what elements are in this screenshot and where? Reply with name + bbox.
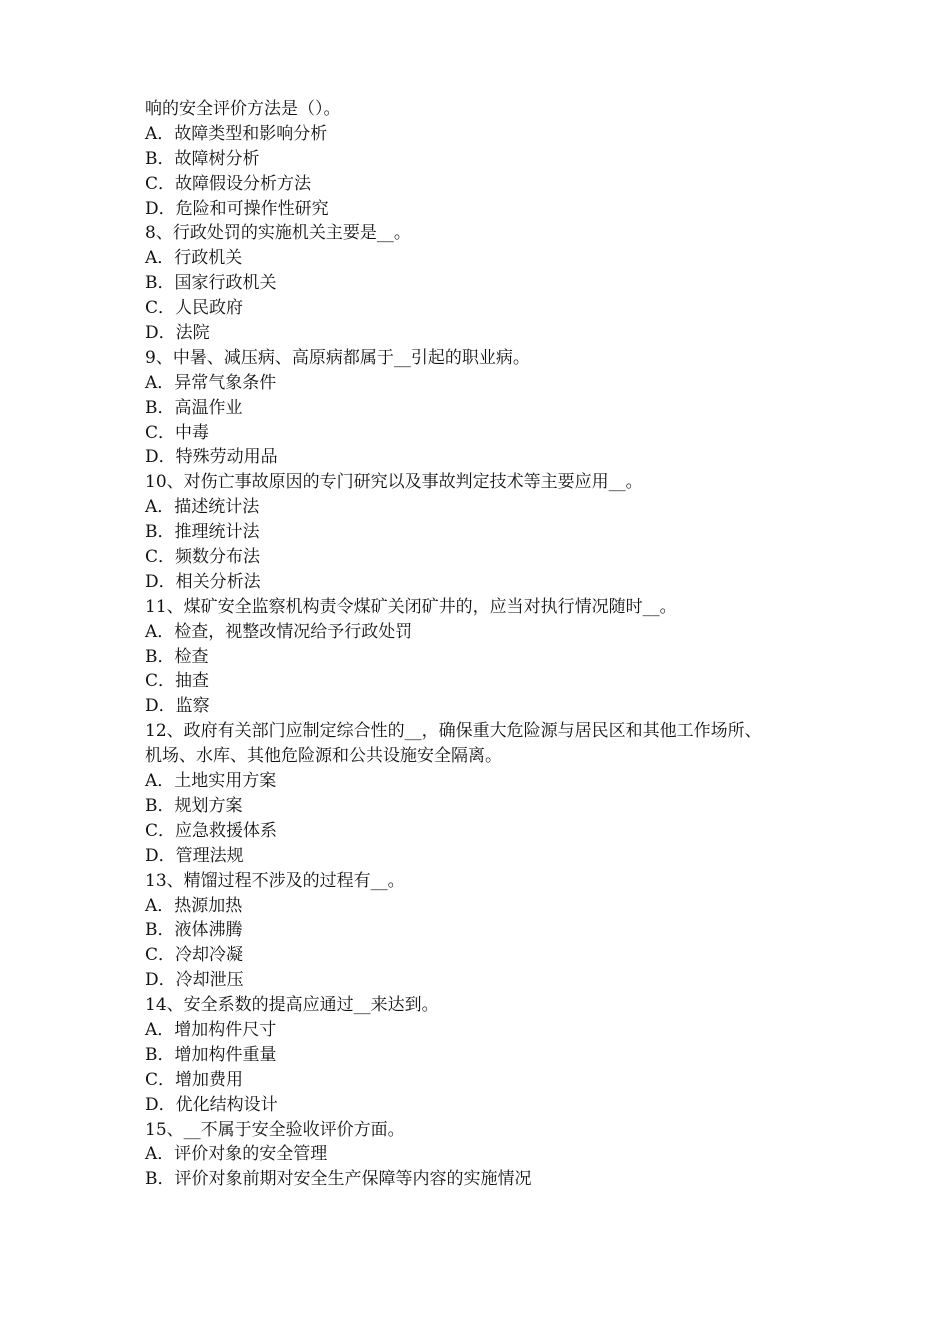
option-line: A．描述统计法 bbox=[145, 497, 260, 518]
option-line: D．管理法规 bbox=[145, 845, 244, 866]
option-line: D．优化结构设计 bbox=[145, 1094, 278, 1115]
question-line: 11、煤矿安全监察机构责令煤矿关闭矿井的，应当对执行情况随时__。 bbox=[145, 596, 677, 617]
option-line: A．热源加热 bbox=[145, 895, 243, 916]
option-line: B．液体沸腾 bbox=[145, 920, 243, 941]
option-line: D．相关分析法 bbox=[145, 571, 261, 592]
question-line-continued: 机场、水库、其他危险源和公共设施安全隔离。 bbox=[145, 746, 502, 767]
option-line: D．法院 bbox=[145, 323, 210, 344]
question-line: 15、__不属于安全验收评价方面。 bbox=[145, 1119, 405, 1140]
option-line: B．评价对象前期对安全生产保障等内容的实施情况 bbox=[145, 1169, 532, 1190]
document-body bbox=[145, 97, 825, 1192]
option-line: B．推理统计法 bbox=[145, 522, 260, 543]
option-line: A．异常气象条件 bbox=[145, 372, 277, 393]
text-line: 响的安全评价方法是（）。 bbox=[145, 99, 341, 119]
option-line: A．增加构件尺寸 bbox=[145, 1019, 277, 1040]
option-line: A．检查，视整改情况给予行政处罚 bbox=[145, 621, 413, 642]
option-line: A．评价对象的安全管理 bbox=[145, 1144, 328, 1165]
option-line: D．危险和可操作性研究 bbox=[145, 198, 329, 219]
option-line: B．故障树分析 bbox=[145, 148, 260, 169]
option-line: B．检查 bbox=[145, 646, 209, 667]
question-line: 10、对伤亡事故原因的专门研究以及事故判定技术等主要应用__。 bbox=[145, 472, 643, 493]
option-line: D．监察 bbox=[145, 696, 210, 717]
option-line: B．高温作业 bbox=[145, 397, 243, 418]
option-line: D．冷却泄压 bbox=[145, 970, 244, 991]
option-line: A．土地实用方案 bbox=[145, 771, 277, 792]
option-line: C．应急救援体系 bbox=[145, 820, 278, 841]
question-line: 8、行政处罚的实施机关主要是__。 bbox=[145, 223, 411, 244]
option-line: C．故障假设分析方法 bbox=[145, 173, 312, 194]
option-line: C．抽查 bbox=[145, 671, 210, 692]
option-line: B．规划方案 bbox=[145, 795, 243, 816]
option-line: C．增加费用 bbox=[145, 1069, 244, 1090]
option-line: C．中毒 bbox=[145, 422, 210, 443]
option-line: B．国家行政机关 bbox=[145, 273, 277, 294]
option-line: D．特殊劳动用品 bbox=[145, 447, 278, 468]
option-line: C．人民政府 bbox=[145, 298, 244, 319]
question-line: 9、中暑、减压病、高原病都属于__引起的职业病。 bbox=[145, 347, 530, 368]
option-line: A．故障类型和影响分析 bbox=[145, 123, 328, 144]
option-line: B．增加构件重量 bbox=[145, 1044, 277, 1065]
option-line: A．行政机关 bbox=[145, 248, 243, 269]
option-line: C．频数分布法 bbox=[145, 547, 261, 568]
question-line: 14、安全系数的提高应通过__来达到。 bbox=[145, 995, 439, 1016]
option-line: C．冷却冷凝 bbox=[145, 945, 244, 966]
question-line: 13、精馏过程不涉及的过程有__。 bbox=[145, 870, 405, 891]
question-line: 12、政府有关部门应制定综合性的__，确保重大危险源与居民区和其他工作场所、 bbox=[145, 721, 762, 742]
